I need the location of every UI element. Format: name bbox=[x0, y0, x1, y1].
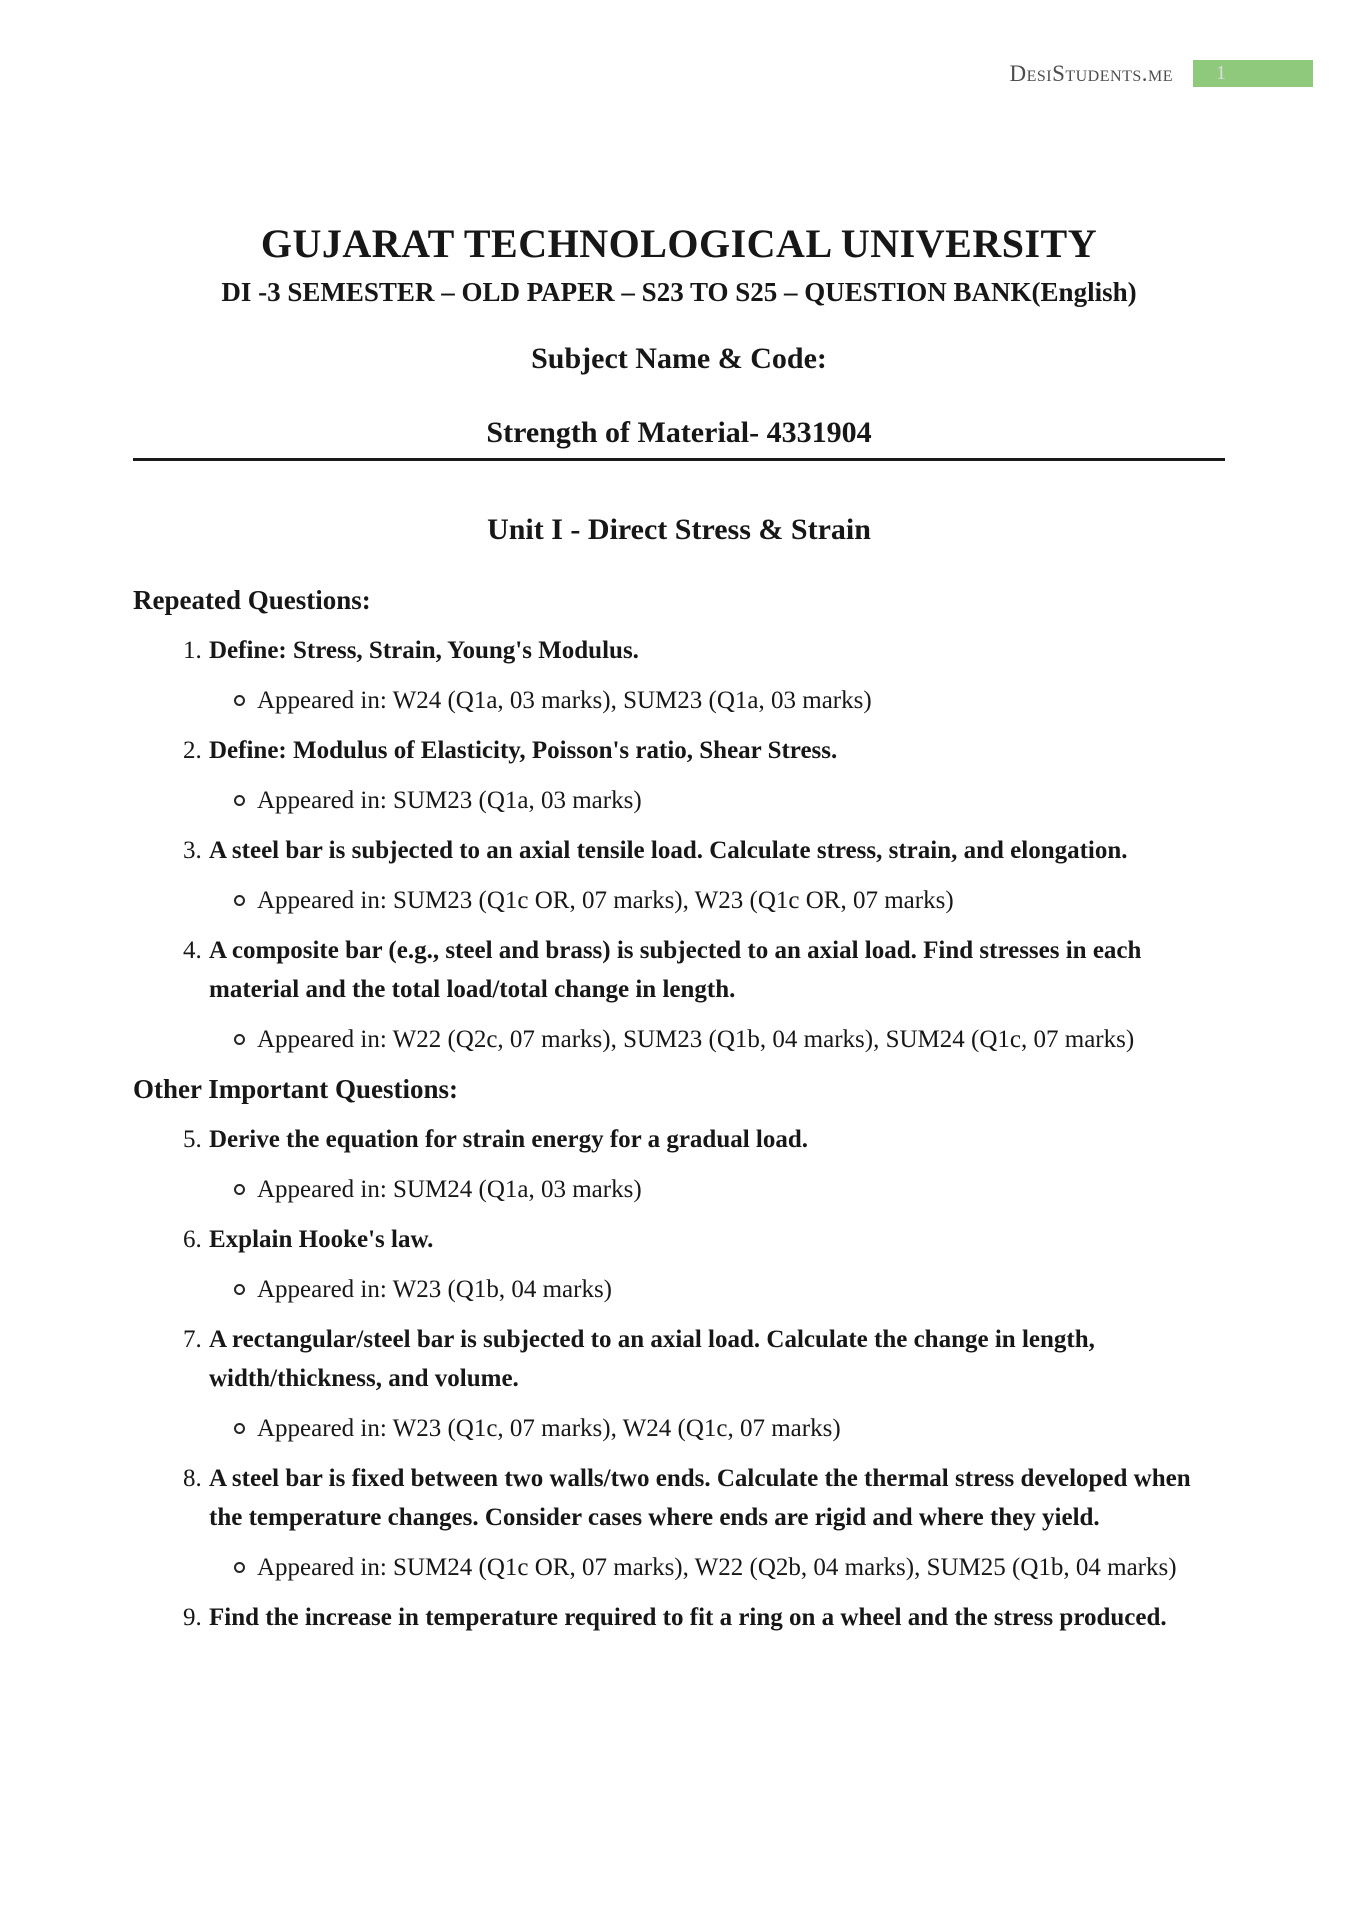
question-block bbox=[133, 1598, 1225, 1637]
page-title: GUJARAT TECHNOLOGICAL UNIVERSITY bbox=[260, 221, 1098, 266]
question-text: A steel bar is subjected to an axial tensile load. Calculate stress, strain, and elongation. bbox=[209, 836, 1128, 864]
question-section bbox=[133, 581, 1225, 1059]
question-number: 1. bbox=[183, 636, 202, 664]
question-block bbox=[133, 1120, 1225, 1209]
question-text: A composite bar (e.g., steel and brass) is subjected to an axial load. Find stresses in each material and the total load/total change in length. bbox=[209, 936, 1142, 1003]
circle-bullet-icon bbox=[234, 795, 245, 806]
question-item bbox=[133, 831, 1199, 870]
question-number: 3. bbox=[183, 836, 202, 864]
appeared-text: Appeared in: SUM24 (Q1a, 03 marks) bbox=[257, 1175, 642, 1203]
question-number: 2. bbox=[183, 736, 202, 764]
question-item bbox=[133, 1598, 1199, 1637]
question-item bbox=[133, 1220, 1199, 1259]
page-number: 1 bbox=[1216, 62, 1226, 84]
appeared-text: Appeared in: SUM24 (Q1c OR, 07 marks), W22 (Q2b, 04 marks), SUM25 (Q1b, 04 marks) bbox=[257, 1553, 1177, 1581]
appeared-line bbox=[133, 1548, 1185, 1587]
question-number: 8. bbox=[183, 1464, 202, 1492]
appeared-text: Appeared in: SUM23 (Q1a, 03 marks) bbox=[257, 786, 642, 814]
question-block bbox=[133, 1220, 1225, 1309]
question-block bbox=[133, 931, 1225, 1059]
section-heading: Repeated Questions: bbox=[133, 584, 371, 615]
question-text: Explain Hooke's law. bbox=[209, 1225, 434, 1253]
appeared-line bbox=[133, 781, 1185, 820]
page-header bbox=[1009, 60, 1313, 87]
circle-bullet-icon bbox=[234, 895, 245, 906]
section-heading: Other Important Questions: bbox=[133, 1073, 459, 1104]
question-item bbox=[133, 631, 1199, 670]
question-block bbox=[133, 731, 1225, 820]
question-number: 6. bbox=[183, 1225, 202, 1253]
appeared-text: Appeared in: W23 (Q1b, 04 marks) bbox=[257, 1275, 613, 1303]
appeared-line bbox=[133, 681, 1185, 720]
question-item bbox=[133, 1459, 1199, 1537]
appeared-line bbox=[133, 881, 1185, 920]
unit-title: Unit I - Direct Stress & Strain bbox=[487, 512, 871, 546]
question-text: Find the increase in temperature required to fit a ring on a wheel and the stress produced. bbox=[209, 1603, 1167, 1631]
appeared-text: Appeared in: W22 (Q2c, 07 marks), SUM23 (Q1b, 04 marks), SUM24 (Q1c, 07 marks) bbox=[257, 1025, 1135, 1053]
circle-bullet-icon bbox=[234, 1562, 245, 1573]
question-item bbox=[133, 731, 1199, 770]
subtitle: DI -3 SEMESTER – OLD PAPER – S23 TO S25 – QUESTION BANK(English) bbox=[221, 277, 1137, 307]
section-items bbox=[133, 1120, 1225, 1637]
question-item bbox=[133, 1320, 1199, 1398]
divider-rule bbox=[133, 458, 1225, 461]
appeared-text: Appeared in: W24 (Q1a, 03 marks), SUM23 (Q1a, 03 marks) bbox=[257, 686, 872, 714]
question-block bbox=[133, 1459, 1225, 1587]
question-text: Derive the equation for strain energy for a gradual load. bbox=[209, 1125, 809, 1153]
question-number: 7. bbox=[183, 1325, 202, 1353]
question-number: 9. bbox=[183, 1603, 202, 1631]
subject-label: Subject Name & Code: bbox=[531, 341, 827, 375]
question-block bbox=[133, 631, 1225, 720]
question-text: Define: Stress, Strain, Young's Modulus. bbox=[209, 636, 639, 664]
subject-value: Strength of Material- 4331904 bbox=[486, 415, 872, 449]
appeared-text: Appeared in: SUM23 (Q1c OR, 07 marks), W23 (Q1c OR, 07 marks) bbox=[257, 886, 954, 914]
question-section bbox=[133, 1070, 1225, 1637]
circle-bullet-icon bbox=[234, 1284, 245, 1295]
site-name: DesiStudents.me bbox=[1009, 60, 1173, 86]
appeared-line bbox=[133, 1020, 1185, 1059]
circle-bullet-icon bbox=[234, 1184, 245, 1195]
question-block bbox=[133, 831, 1225, 920]
appeared-text: Appeared in: W23 (Q1c, 07 marks), W24 (Q1c, 07 marks) bbox=[257, 1414, 841, 1442]
question-number: 4. bbox=[183, 936, 202, 964]
circle-bullet-icon bbox=[234, 1034, 245, 1045]
section-items bbox=[133, 631, 1225, 1059]
question-text: A rectangular/steel bar is subjected to an axial load. Calculate the change in length, width/thickness, and volume. bbox=[209, 1325, 1095, 1392]
page-number-badge bbox=[1193, 60, 1313, 87]
question-block bbox=[133, 1320, 1225, 1448]
sections bbox=[133, 581, 1225, 1637]
appeared-line bbox=[133, 1170, 1185, 1209]
question-item bbox=[133, 1120, 1199, 1159]
question-number: 5. bbox=[183, 1125, 202, 1153]
appeared-line bbox=[133, 1270, 1185, 1309]
appeared-line bbox=[133, 1409, 1185, 1448]
circle-bullet-icon bbox=[234, 1423, 245, 1434]
question-text: A steel bar is fixed between two walls/two ends. Calculate the thermal stress developed when the temperature changes. Consider cases where ends are rigid and where they yield. bbox=[209, 1464, 1191, 1531]
circle-bullet-icon bbox=[234, 695, 245, 706]
question-item bbox=[133, 931, 1199, 1009]
question-text: Define: Modulus of Elasticity, Poisson's ratio, Shear Stress. bbox=[209, 736, 838, 764]
